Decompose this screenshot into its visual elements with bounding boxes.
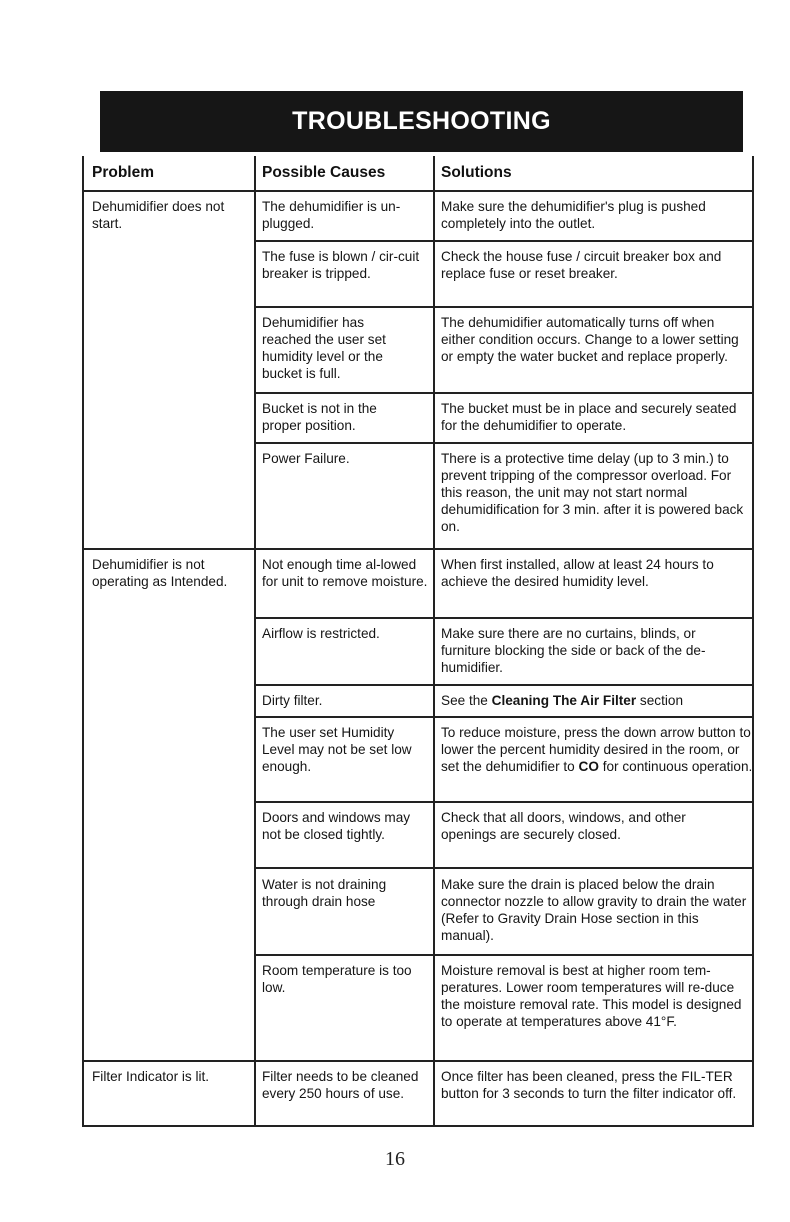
row-divider bbox=[254, 954, 754, 956]
solution-cell: Make sure the drain is placed below the drain connector nozzle to allow gravity to drain the water (Refer to Gravity Drain Hose section in this manual). bbox=[441, 877, 747, 943]
problem-cell: Dehumidifier does not start. bbox=[92, 199, 225, 231]
solution-cell bbox=[441, 724, 753, 775]
cause-cell: Room temperature is too low. bbox=[262, 963, 412, 995]
solution-text: To reduce moisture, press the down arrow button to lower the percent humidity desired in the room, or set the dehumidifier to bbox=[441, 725, 751, 774]
row-divider bbox=[254, 240, 754, 242]
solution-cell: Once filter has been cleaned, press the FIL-TER button for 3 seconds to turn the filter indicator off. bbox=[441, 1069, 737, 1101]
cause-cell: Power Failure. bbox=[262, 451, 350, 466]
cause-cell: The user set Humidity Level may not be set low enough. bbox=[262, 725, 412, 774]
cause-cell: Filter needs to be cleaned every 250 hours of use. bbox=[262, 1069, 419, 1101]
cause-cell: Dehumidifier has reached the user set humidity level or the bucket is full. bbox=[262, 315, 386, 381]
solution-cell: The dehumidifier automatically turns off when either condition occurs. Change to a lower setting or empty the water bucket and replace properly. bbox=[441, 315, 739, 364]
column-divider bbox=[433, 156, 435, 1125]
column-divider bbox=[254, 156, 256, 1125]
solution-text: section bbox=[636, 693, 684, 708]
row-divider bbox=[254, 306, 754, 308]
solution-cell: Moisture removal is best at higher room tem-peratures. Lower room temperatures will re-duce the moisture removal rate. This model is designed to operate at temperatures above 41°F. bbox=[441, 963, 742, 1029]
page-number: 16 bbox=[385, 1148, 405, 1170]
solution-cell: Check the house fuse / circuit breaker box and replace fuse or reset breaker. bbox=[441, 249, 722, 281]
solution-cell: Make sure the dehumidifier's plug is pushed completely into the outlet. bbox=[441, 199, 706, 231]
solution-emphasis: CO bbox=[578, 759, 599, 774]
group-divider bbox=[84, 1060, 754, 1062]
solution-cell: Check that all doors, windows, and other openings are securely closed. bbox=[441, 810, 686, 842]
row-divider bbox=[254, 716, 754, 718]
page-title: TROUBLESHOOTING bbox=[100, 91, 743, 152]
troubleshooting-table bbox=[82, 156, 754, 1127]
solution-cell: There is a protective time delay (up to 3 min.) to prevent tripping of the compressor overload. For this reason, the unit may not start normal dehumidification for 3 min. after it is powered back on. bbox=[441, 451, 744, 534]
group-divider bbox=[84, 548, 754, 550]
row-divider bbox=[254, 442, 754, 444]
cause-cell: Bucket is not in the proper position. bbox=[262, 401, 377, 433]
cause-cell: Airflow is restricted. bbox=[262, 626, 380, 641]
solution-cell: Make sure there are no curtains, blinds, or furniture blocking the side or back of the de-humidifier. bbox=[441, 626, 706, 675]
cause-cell: Doors and windows may not be closed tightly. bbox=[262, 810, 411, 842]
header-causes: Possible Causes bbox=[262, 164, 386, 181]
row-divider bbox=[254, 392, 754, 394]
cause-cell: Water is not draining through drain hose bbox=[262, 877, 387, 909]
cause-cell: Not enough time al-lowed for unit to remove moisture. bbox=[262, 557, 428, 589]
cause-cell: The dehumidifier is un-plugged. bbox=[262, 199, 401, 231]
header-divider bbox=[84, 190, 754, 192]
cause-cell: The fuse is blown / cir-cuit breaker is tripped. bbox=[262, 249, 420, 281]
problem-cell: Dehumidifier is not operating as Intended. bbox=[92, 557, 228, 589]
header-problem: Problem bbox=[92, 164, 155, 181]
header-solutions: Solutions bbox=[441, 164, 512, 181]
solution-text: See the bbox=[441, 693, 492, 708]
row-divider bbox=[254, 617, 754, 619]
solution-cell: The bucket must be in place and securely seated for the dehumidifier to operate. bbox=[441, 401, 737, 433]
row-divider bbox=[254, 801, 754, 803]
solution-cell bbox=[441, 692, 751, 709]
row-divider bbox=[254, 867, 754, 869]
cause-cell: Dirty filter. bbox=[262, 693, 323, 708]
problem-cell: Filter Indicator is lit. bbox=[92, 1069, 210, 1084]
row-divider bbox=[254, 684, 754, 686]
solution-cell: When first installed, allow at least 24 hours to achieve the desired humidity level. bbox=[441, 557, 714, 589]
solution-text: for continuous operation. bbox=[598, 759, 753, 774]
solution-emphasis: Cleaning The Air Filter bbox=[491, 693, 637, 708]
